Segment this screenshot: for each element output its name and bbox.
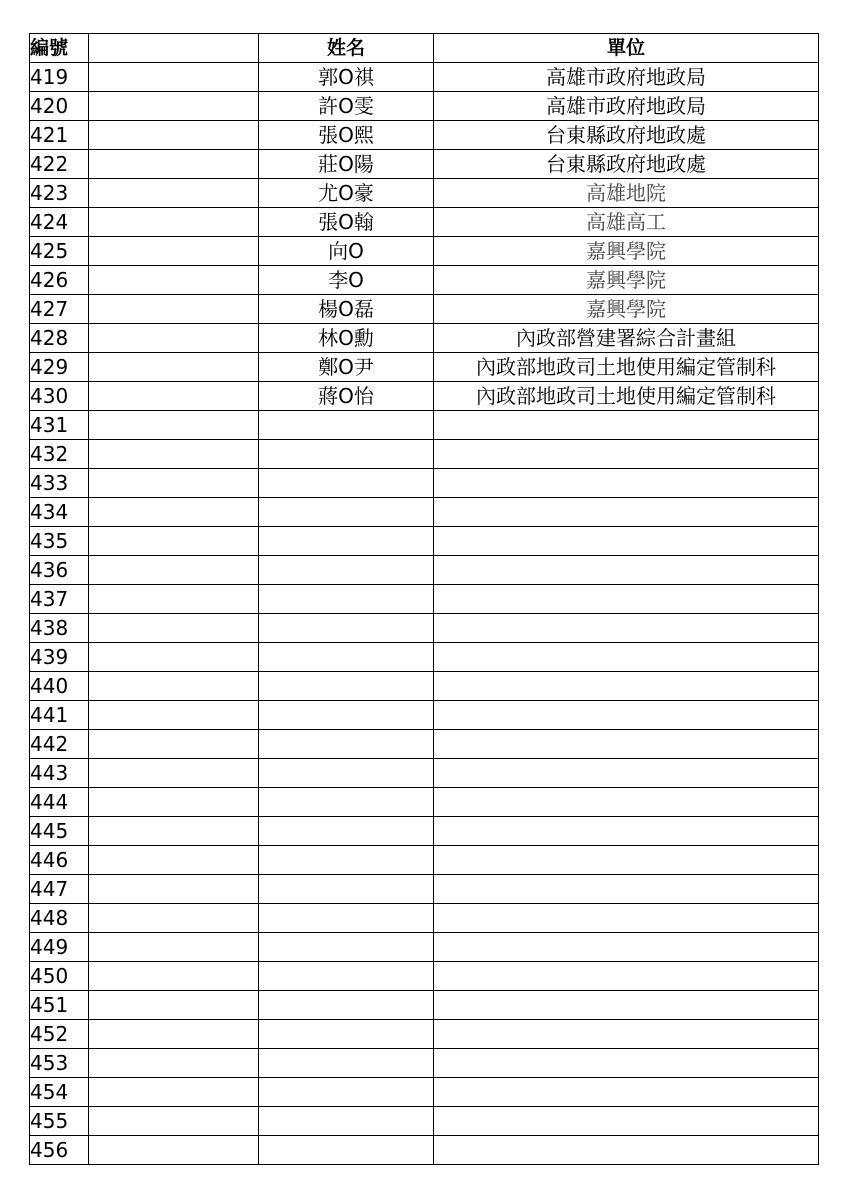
blank-cell (89, 846, 259, 875)
blank-cell (89, 469, 259, 498)
row-number: 451 (30, 991, 89, 1020)
table-row (30, 904, 819, 933)
table-row (30, 179, 819, 208)
table-row (30, 469, 819, 498)
table-row (30, 63, 819, 92)
blank-cell (89, 92, 259, 121)
unit-cell (434, 962, 819, 991)
unit-cell (434, 614, 819, 643)
table-row (30, 962, 819, 991)
table-row (30, 991, 819, 1020)
table-row (30, 643, 819, 672)
name-cell (259, 469, 434, 498)
table-row (30, 933, 819, 962)
table-row (30, 875, 819, 904)
row-number: 420 (30, 92, 89, 121)
row-number: 426 (30, 266, 89, 295)
unit-cell (434, 904, 819, 933)
blank-cell (89, 382, 259, 411)
blank-cell (89, 237, 259, 266)
row-number: 445 (30, 817, 89, 846)
unit-cell (434, 1049, 819, 1078)
unit-cell (434, 817, 819, 846)
row-number: 422 (30, 150, 89, 179)
name-cell: 蔣O怡 (259, 382, 434, 411)
unit-cell (434, 411, 819, 440)
name-cell: 張O熙 (259, 121, 434, 150)
header-no: 編號 (30, 34, 89, 63)
name-cell (259, 846, 434, 875)
table-row (30, 788, 819, 817)
blank-cell (89, 585, 259, 614)
blank-cell (89, 614, 259, 643)
row-number: 431 (30, 411, 89, 440)
table-row (30, 585, 819, 614)
unit-cell (434, 672, 819, 701)
table-row (30, 701, 819, 730)
table-row (30, 672, 819, 701)
row-number: 453 (30, 1049, 89, 1078)
table-row (30, 1049, 819, 1078)
table-row (30, 121, 819, 150)
row-number: 449 (30, 933, 89, 962)
unit-cell (434, 1020, 819, 1049)
name-cell (259, 585, 434, 614)
row-number: 448 (30, 904, 89, 933)
blank-cell (89, 904, 259, 933)
name-cell: 林O勳 (259, 324, 434, 353)
unit-cell: 嘉興學院 (434, 237, 819, 266)
blank-cell (89, 933, 259, 962)
unit-cell: 內政部地政司土地使用編定管制科 (434, 382, 819, 411)
row-number: 434 (30, 498, 89, 527)
row-number: 421 (30, 121, 89, 150)
table-row (30, 440, 819, 469)
name-cell (259, 875, 434, 904)
row-number: 432 (30, 440, 89, 469)
unit-cell: 高雄高工 (434, 208, 819, 237)
header-unit: 單位 (434, 34, 819, 63)
unit-cell (434, 788, 819, 817)
row-number: 452 (30, 1020, 89, 1049)
header-name: 姓名 (259, 34, 434, 63)
blank-cell (89, 701, 259, 730)
blank-cell (89, 179, 259, 208)
name-cell (259, 440, 434, 469)
row-number: 423 (30, 179, 89, 208)
table-row (30, 411, 819, 440)
unit-cell (434, 1136, 819, 1165)
blank-cell (89, 1136, 259, 1165)
table-row (30, 1020, 819, 1049)
table-row (30, 1107, 819, 1136)
name-cell (259, 1020, 434, 1049)
unit-cell (434, 527, 819, 556)
blank-cell (89, 1020, 259, 1049)
name-cell (259, 991, 434, 1020)
row-number: 447 (30, 875, 89, 904)
blank-cell (89, 643, 259, 672)
name-cell (259, 904, 434, 933)
unit-cell (434, 991, 819, 1020)
blank-cell (89, 150, 259, 179)
blank-cell (89, 440, 259, 469)
unit-cell (434, 730, 819, 759)
name-cell (259, 1107, 434, 1136)
unit-cell: 台東縣政府地政處 (434, 121, 819, 150)
name-cell: 李O (259, 266, 434, 295)
row-number: 441 (30, 701, 89, 730)
table-row (30, 556, 819, 585)
unit-cell (434, 701, 819, 730)
unit-cell: 內政部地政司土地使用編定管制科 (434, 353, 819, 382)
table-row (30, 730, 819, 759)
name-cell (259, 1049, 434, 1078)
blank-cell (89, 730, 259, 759)
table-row (30, 614, 819, 643)
table-row (30, 92, 819, 121)
header-blank (89, 34, 259, 63)
blank-cell (89, 962, 259, 991)
name-cell (259, 759, 434, 788)
blank-cell (89, 672, 259, 701)
unit-cell: 台東縣政府地政處 (434, 150, 819, 179)
blank-cell (89, 556, 259, 585)
name-cell (259, 643, 434, 672)
unit-cell (434, 498, 819, 527)
name-cell (259, 556, 434, 585)
blank-cell (89, 63, 259, 92)
unit-cell: 內政部營建署綜合計畫組 (434, 324, 819, 353)
header-row (30, 34, 819, 63)
row-number: 427 (30, 295, 89, 324)
name-cell (259, 962, 434, 991)
row-number: 438 (30, 614, 89, 643)
name-cell (259, 788, 434, 817)
unit-cell (434, 440, 819, 469)
blank-cell (89, 121, 259, 150)
table-row (30, 759, 819, 788)
blank-cell (89, 1049, 259, 1078)
blank-cell (89, 324, 259, 353)
table-row (30, 266, 819, 295)
name-cell (259, 411, 434, 440)
row-number: 456 (30, 1136, 89, 1165)
blank-cell (89, 527, 259, 556)
blank-cell (89, 817, 259, 846)
blank-cell (89, 788, 259, 817)
blank-cell (89, 991, 259, 1020)
row-number: 450 (30, 962, 89, 991)
table-row (30, 382, 819, 411)
row-number: 446 (30, 846, 89, 875)
unit-cell (434, 1078, 819, 1107)
row-number: 455 (30, 1107, 89, 1136)
name-cell (259, 1078, 434, 1107)
name-cell: 張O翰 (259, 208, 434, 237)
table-row (30, 237, 819, 266)
name-cell (259, 672, 434, 701)
blank-cell (89, 208, 259, 237)
blank-cell (89, 1078, 259, 1107)
name-cell: 鄭O尹 (259, 353, 434, 382)
table-row (30, 324, 819, 353)
blank-cell (89, 295, 259, 324)
row-number: 454 (30, 1078, 89, 1107)
unit-cell (434, 933, 819, 962)
row-number: 439 (30, 643, 89, 672)
name-cell (259, 498, 434, 527)
unit-cell (434, 846, 819, 875)
row-number: 425 (30, 237, 89, 266)
row-number: 419 (30, 63, 89, 92)
name-cell (259, 1136, 434, 1165)
table-row (30, 1136, 819, 1165)
row-number: 428 (30, 324, 89, 353)
unit-cell (434, 556, 819, 585)
table-row (30, 295, 819, 324)
table-row (30, 527, 819, 556)
unit-cell (434, 469, 819, 498)
row-number: 430 (30, 382, 89, 411)
unit-cell (434, 1107, 819, 1136)
name-cell: 莊O陽 (259, 150, 434, 179)
table-row (30, 208, 819, 237)
table-body (30, 63, 819, 1165)
table-row (30, 1078, 819, 1107)
row-number: 442 (30, 730, 89, 759)
unit-cell (434, 585, 819, 614)
name-cell: 許O雯 (259, 92, 434, 121)
name-cell (259, 933, 434, 962)
unit-cell: 嘉興學院 (434, 266, 819, 295)
row-number: 437 (30, 585, 89, 614)
unit-cell: 高雄市政府地政局 (434, 92, 819, 121)
name-cell (259, 730, 434, 759)
unit-cell: 嘉興學院 (434, 295, 819, 324)
row-number: 444 (30, 788, 89, 817)
name-cell (259, 817, 434, 846)
unit-cell: 高雄市政府地政局 (434, 63, 819, 92)
name-cell (259, 701, 434, 730)
name-cell: 向O (259, 237, 434, 266)
unit-cell (434, 643, 819, 672)
name-cell: 楊O磊 (259, 295, 434, 324)
blank-cell (89, 411, 259, 440)
table-row (30, 846, 819, 875)
row-number: 436 (30, 556, 89, 585)
name-cell (259, 614, 434, 643)
blank-cell (89, 498, 259, 527)
table-row (30, 150, 819, 179)
unit-cell (434, 875, 819, 904)
name-cell (259, 527, 434, 556)
blank-cell (89, 353, 259, 382)
table-row (30, 817, 819, 846)
blank-cell (89, 266, 259, 295)
table-row (30, 498, 819, 527)
row-number: 440 (30, 672, 89, 701)
name-cell: 郭O祺 (259, 63, 434, 92)
roster-table (29, 33, 819, 1165)
name-cell: 尤O豪 (259, 179, 434, 208)
blank-cell (89, 759, 259, 788)
row-number: 433 (30, 469, 89, 498)
row-number: 424 (30, 208, 89, 237)
unit-cell: 高雄地院 (434, 179, 819, 208)
row-number: 435 (30, 527, 89, 556)
row-number: 429 (30, 353, 89, 382)
blank-cell (89, 875, 259, 904)
unit-cell (434, 759, 819, 788)
blank-cell (89, 1107, 259, 1136)
row-number: 443 (30, 759, 89, 788)
table-row (30, 353, 819, 382)
